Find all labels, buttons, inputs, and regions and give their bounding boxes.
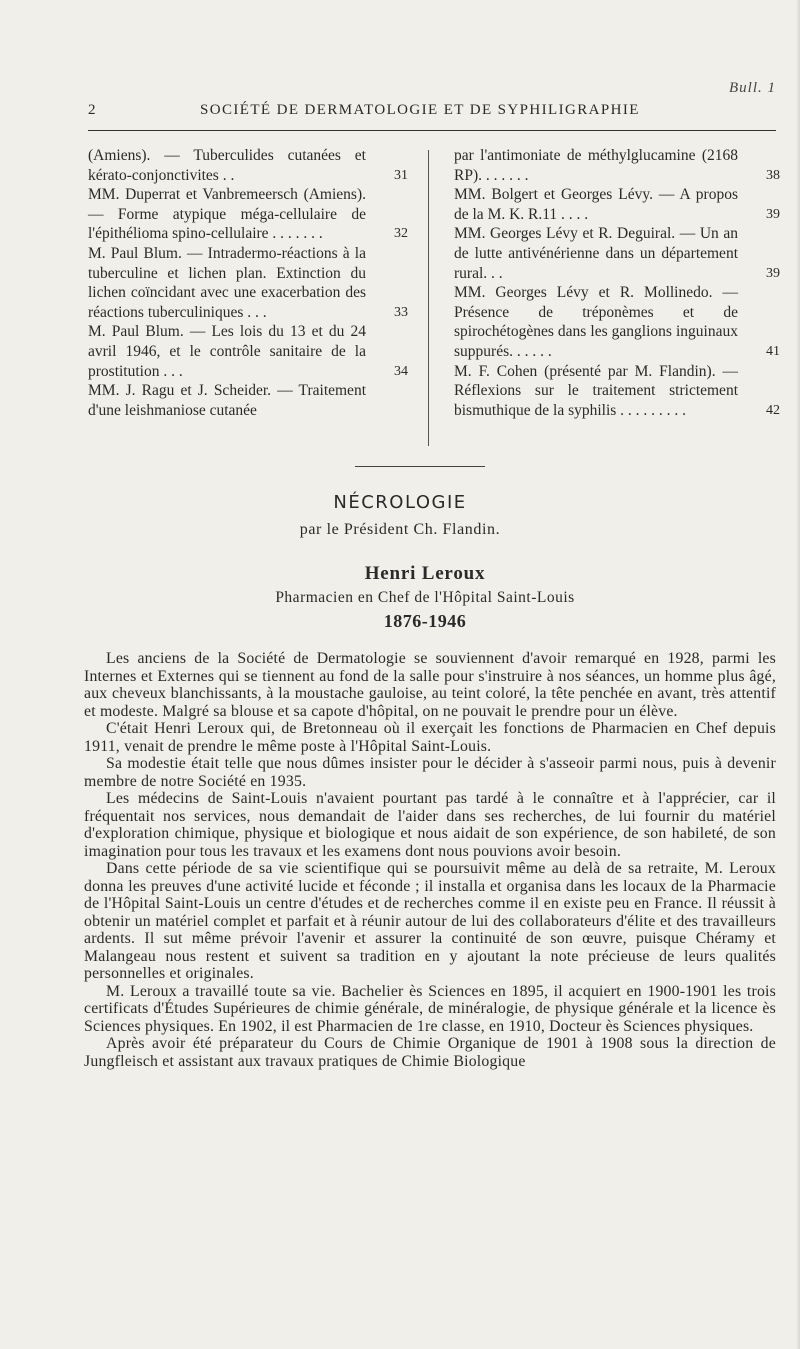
section-heading: NÉCROLOGIE (333, 492, 467, 513)
toc-entry-text: M. F. Cohen (présenté par M. Flandin). — Réflexions sur le traitement strictement bismuthique de la syphilis . . . . . . . . . (454, 362, 738, 419)
toc-entry-text: MM. J. Ragu et J. Scheider. — Traitement d'une leishmaniose cutanée (88, 382, 366, 419)
paragraph: Après avoir été préparateur du Cours de Chimie Organique de 1901 à 1908 sous la direction de Jungfleisch et assistant aux travaux pratiques de Chimie Biologique (84, 1035, 776, 1070)
toc-entry (88, 146, 408, 185)
obituary-name: Henri Leroux (364, 563, 486, 584)
page-number: 2 (88, 102, 97, 118)
toc-entry-page: 33 (394, 304, 408, 320)
section-byline: par le Président Ch. Flandin. (299, 521, 501, 538)
toc-entry (88, 381, 408, 420)
toc-entry-text: par l'antimoniate de méthylglucamine (2168 RP). . . . . . . (454, 147, 738, 184)
toc-entry-text: M. Paul Blum. — Les lois du 13 et du 24 avril 1946, et le contrôle sanitaire de la prostitution . . . (88, 323, 366, 380)
toc-entry-page: 41 (766, 343, 780, 359)
obituary-dates: 1876-1946 (383, 611, 467, 631)
toc-entry-text: MM. Bolgert et Georges Lévy. — A propos de la M. K. R.11 . . . . (454, 186, 738, 223)
paragraph: Les anciens de la Société de Dermatologie se souviennent d'avoir remarqué en 1928, parmi les Internes et Externes qui se tiennent au fond de la salle pour s'instruire à nos séances, un homme plus âgé, aux cheveux blanchissants, à la moustache gauloise, au teint coloré, la tête penchée en avant, très attentif et modeste. Malgré sa blouse et sa capote d'hôpital, on ne pouvait le prendre pour un élève. (84, 650, 776, 720)
toc-left-column (88, 146, 408, 420)
paragraph: Dans cette période de sa vie scientifique qui se poursuivit même au delà de sa retraite, M. Leroux donna les preuves d'une activité lucide et féconde ; il installa et organisa dans les locaux de la Pharmacie de l'Hôpital Saint-Louis un centre d'études et de recherches comme il en existe peu en France. Il réussit à obtenir un matériel complet et parfait et à réunir autour de lui des collaborateurs d'élite et des travailleurs ardents. Il sut même prévoir l'avenir et assurer la continuité de son œuvre, puisque Chéramy et Malangeau nous restent et suivent sa tradition en y ajoutant la note précieuse de leurs qualités personnelles et originales. (84, 860, 776, 982)
toc-right-column (454, 146, 780, 420)
toc-entry-page: 38 (766, 167, 780, 183)
journal-title: SOCIÉTÉ DE DERMATOLOGIE ET DE SYPHILIGRAPHIE (200, 102, 640, 118)
toc-entry (88, 244, 408, 322)
column-divider (428, 150, 429, 446)
toc-entry (88, 185, 408, 244)
toc-entry-page: 39 (766, 206, 780, 222)
header-rule (88, 130, 776, 131)
toc-entry-text: MM. Georges Lévy et R. Mollinedo. — Présence de tréponèmes et de spirochétogènes dans les ganglions inguinaux suppurés. . . . . . (454, 284, 738, 360)
running-head (88, 100, 770, 124)
section-rule (355, 466, 485, 467)
toc-entry-page: 31 (394, 167, 408, 183)
paragraph: M. Leroux a travaillé toute sa vie. Bachelier ès Sciences en 1895, il acquiert en 1900-1901 les trois certificats d'Études Supérieures de chimie générale, de minéralogie, de physique générale et la licence ès Sciences physiques. En 1902, il est Pharmacien de 1re classe, en 1910, Docteur ès Sciences physiques. (84, 982, 776, 1035)
page-edge (796, 0, 800, 1349)
toc-entry-text: (Amiens). — Tuberculides cutanées et kérato-conjonctivites . . (88, 147, 366, 184)
toc-entry (454, 362, 780, 421)
toc-entry (454, 224, 780, 283)
toc-entry-page: 34 (394, 363, 408, 379)
toc-entry-page: 32 (394, 226, 408, 242)
toc-entry (454, 283, 780, 361)
obituary-role: Pharmacien en Chef de l'Hôpital Saint-Louis (275, 589, 575, 606)
paragraph: Sa modestie était telle que nous dûmes insister pour le décider à s'asseoir parmi nous, puis à devenir membre de notre Société en 1935. (84, 755, 776, 790)
toc-entry (454, 185, 780, 224)
toc-entry-text: MM. Duperrat et Vanbremeersch (Amiens). — Forme atypique méga-cellulaire de l'épithélioma spino-cellulaire . . . . . . . (88, 186, 366, 243)
toc-entry-text: M. Paul Blum. — Intradermo-réactions à la tuberculine et lichen plan. Extinction du lichen coïncidant avec une exacerbation des réactions tuberculiniques . . . (88, 244, 366, 321)
toc-entry-text: MM. Georges Lévy et R. Deguiral. — Un an de lutte antivénérienne dans un département rural. . . (454, 225, 738, 282)
toc-entry (88, 322, 408, 381)
toc-entry (454, 146, 780, 185)
obituary-body (84, 650, 776, 1070)
toc-entry-page: 39 (766, 265, 780, 281)
toc-entry-page: 42 (766, 402, 780, 418)
paragraph: Les médecins de Saint-Louis n'avaient pourtant pas tardé à le connaître et à l'apprécier, car il fréquentait nos services, nous demandait de l'aider dans ses recherches, de lui fournir du matériel d'exploration chimique, physique et biologique et nous aidait de son expérience, de son habileté, de son imagination pour tous les travaux et les examens dont nous pouvions avoir besoin. (84, 790, 776, 860)
paragraph: C'était Henri Leroux qui, de Bretonneau où il exerçait les fonctions de Pharmacien en Chef depuis 1911, venait de prendre le même poste à l'Hôpital Saint-Louis. (84, 720, 776, 755)
bulletin-note: Bull. 1 (729, 80, 776, 96)
